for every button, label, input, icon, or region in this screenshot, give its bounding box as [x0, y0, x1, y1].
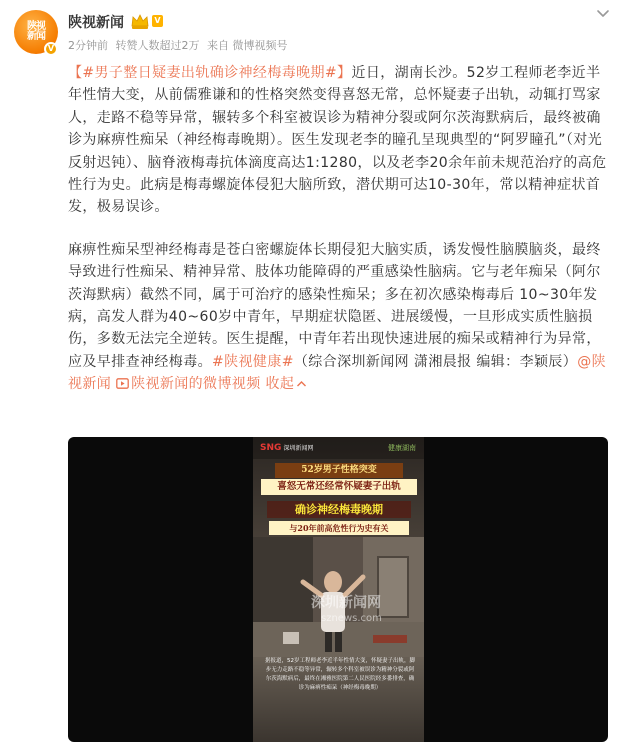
- rank-badge-icon: V: [152, 15, 163, 27]
- crown-member-icon[interactable]: [130, 12, 150, 30]
- video-logo-text: SNG: [260, 443, 282, 453]
- watermark-sub: sznews.com: [321, 613, 382, 624]
- video-title-4: 与20年前高危性行为史有关: [269, 521, 409, 535]
- verified-badge-icon: V: [44, 42, 58, 56]
- video-watermark: [311, 595, 382, 627]
- avatar-text: 陕视 新闻: [27, 21, 45, 42]
- video-frame: [253, 437, 424, 742]
- chevron-up-icon: [296, 380, 307, 388]
- video-caption: 据报道，52岁工程师老李近半年性情大变，怀疑妻子出轨，脚步无力走路不稳等异常，辗转多个科室被误诊为精神分裂或阿尔茨海默病后，最终在湘雅医院第二人民医院经多番排查，确诊为麻痹性痴呆（神经梅毒晚期）: [265, 658, 416, 691]
- topic-hashtag[interactable]: 【#男子整日疑妻出轨确诊神经梅毒晚期#】: [68, 65, 352, 81]
- video-link-icon: [116, 378, 129, 389]
- video-title-2: 喜怒无常还经常怀疑妻子出轨: [261, 479, 417, 495]
- paragraph-2-text: 麻痹性痴呆型神经梅毒是苍白密螺旋体长期侵犯大脑实质，诱发慢性脑膜脑炎，最终导致进行性痴呆、精神异常、肢体功能障碍的严重感染性脑病。它与老年痴呆（阿尔茨海默病）截然不同，属于可治疗的感染性痴呆；多在初次感染梅毒后 10~30年发病，高发人群为40~60岁中青年，早期症状隐匿、进展缓慢，一旦形成实质性脑损伤，多数无法完全逆转。医生提醒，中青年若出现快速进展的痴呆或精神行为异常，应及早排查神经梅毒。: [68, 241, 601, 370]
- video-link[interactable]: [116, 376, 261, 392]
- paragraph-1-text: 近日，湖南长沙。52岁工程师老李近半年性情大变，从前儒雅谦和的性格突然变得喜怒无常，总怀疑妻子出轨，动辄打骂家人，走路不稳等异常，辗转多个科室被误诊为精神分裂或阿尔茨海默病后，最终被确诊为麻痹性痴呆（神经梅毒晚期）。医生发现老李的瞳孔呈现典型的“阿罗瞳孔”（对光反射迟钝）、脑脊液梅毒抗体滴度高达1:1280，以及老李20余年前未规范治疗的高危性行为史。此病是梅毒螺旋体侵犯大脑所致，潜伏期可达10-30年，常以精神症状首发，极易误诊。: [68, 65, 607, 216]
- video-logo: [260, 443, 313, 453]
- collapse-button[interactable]: [266, 376, 308, 392]
- paragraph-spacer: [68, 219, 608, 239]
- video-link-label: 陕视新闻的微博视频: [131, 376, 261, 393]
- collapse-label: 收起: [265, 376, 295, 393]
- video-logo-sub: 深圳新闻网: [283, 445, 314, 452]
- paragraph-1: [68, 62, 608, 219]
- post-header: [0, 0, 623, 60]
- post-meta: [68, 37, 292, 53]
- paragraph-2: [68, 239, 608, 396]
- post-content: [68, 62, 608, 396]
- video-logo-secondary: 健康湖南: [388, 444, 416, 452]
- post-time[interactable]: 2分钟前: [68, 39, 108, 52]
- repost-count: 转赞人数超过2万: [115, 39, 200, 52]
- chevron-down-icon[interactable]: [595, 8, 611, 20]
- post-source[interactable]: 来自 微博视频号: [207, 39, 288, 52]
- video-player[interactable]: [68, 437, 608, 742]
- watermark-text: 深圳新闻网: [311, 595, 381, 611]
- mention-link[interactable]: @陕视新闻: [68, 353, 606, 393]
- video-title-1: 52岁男子性格突变: [275, 463, 403, 478]
- author-name[interactable]: 陕视新闻: [68, 15, 124, 31]
- video-title-3: 确诊神经梅毒晚期: [267, 501, 411, 518]
- source-note: （综合深圳新闻网 潇湘晨报 编辑：李颖辰）: [293, 353, 578, 370]
- health-hashtag[interactable]: #陕视健康#: [212, 353, 294, 370]
